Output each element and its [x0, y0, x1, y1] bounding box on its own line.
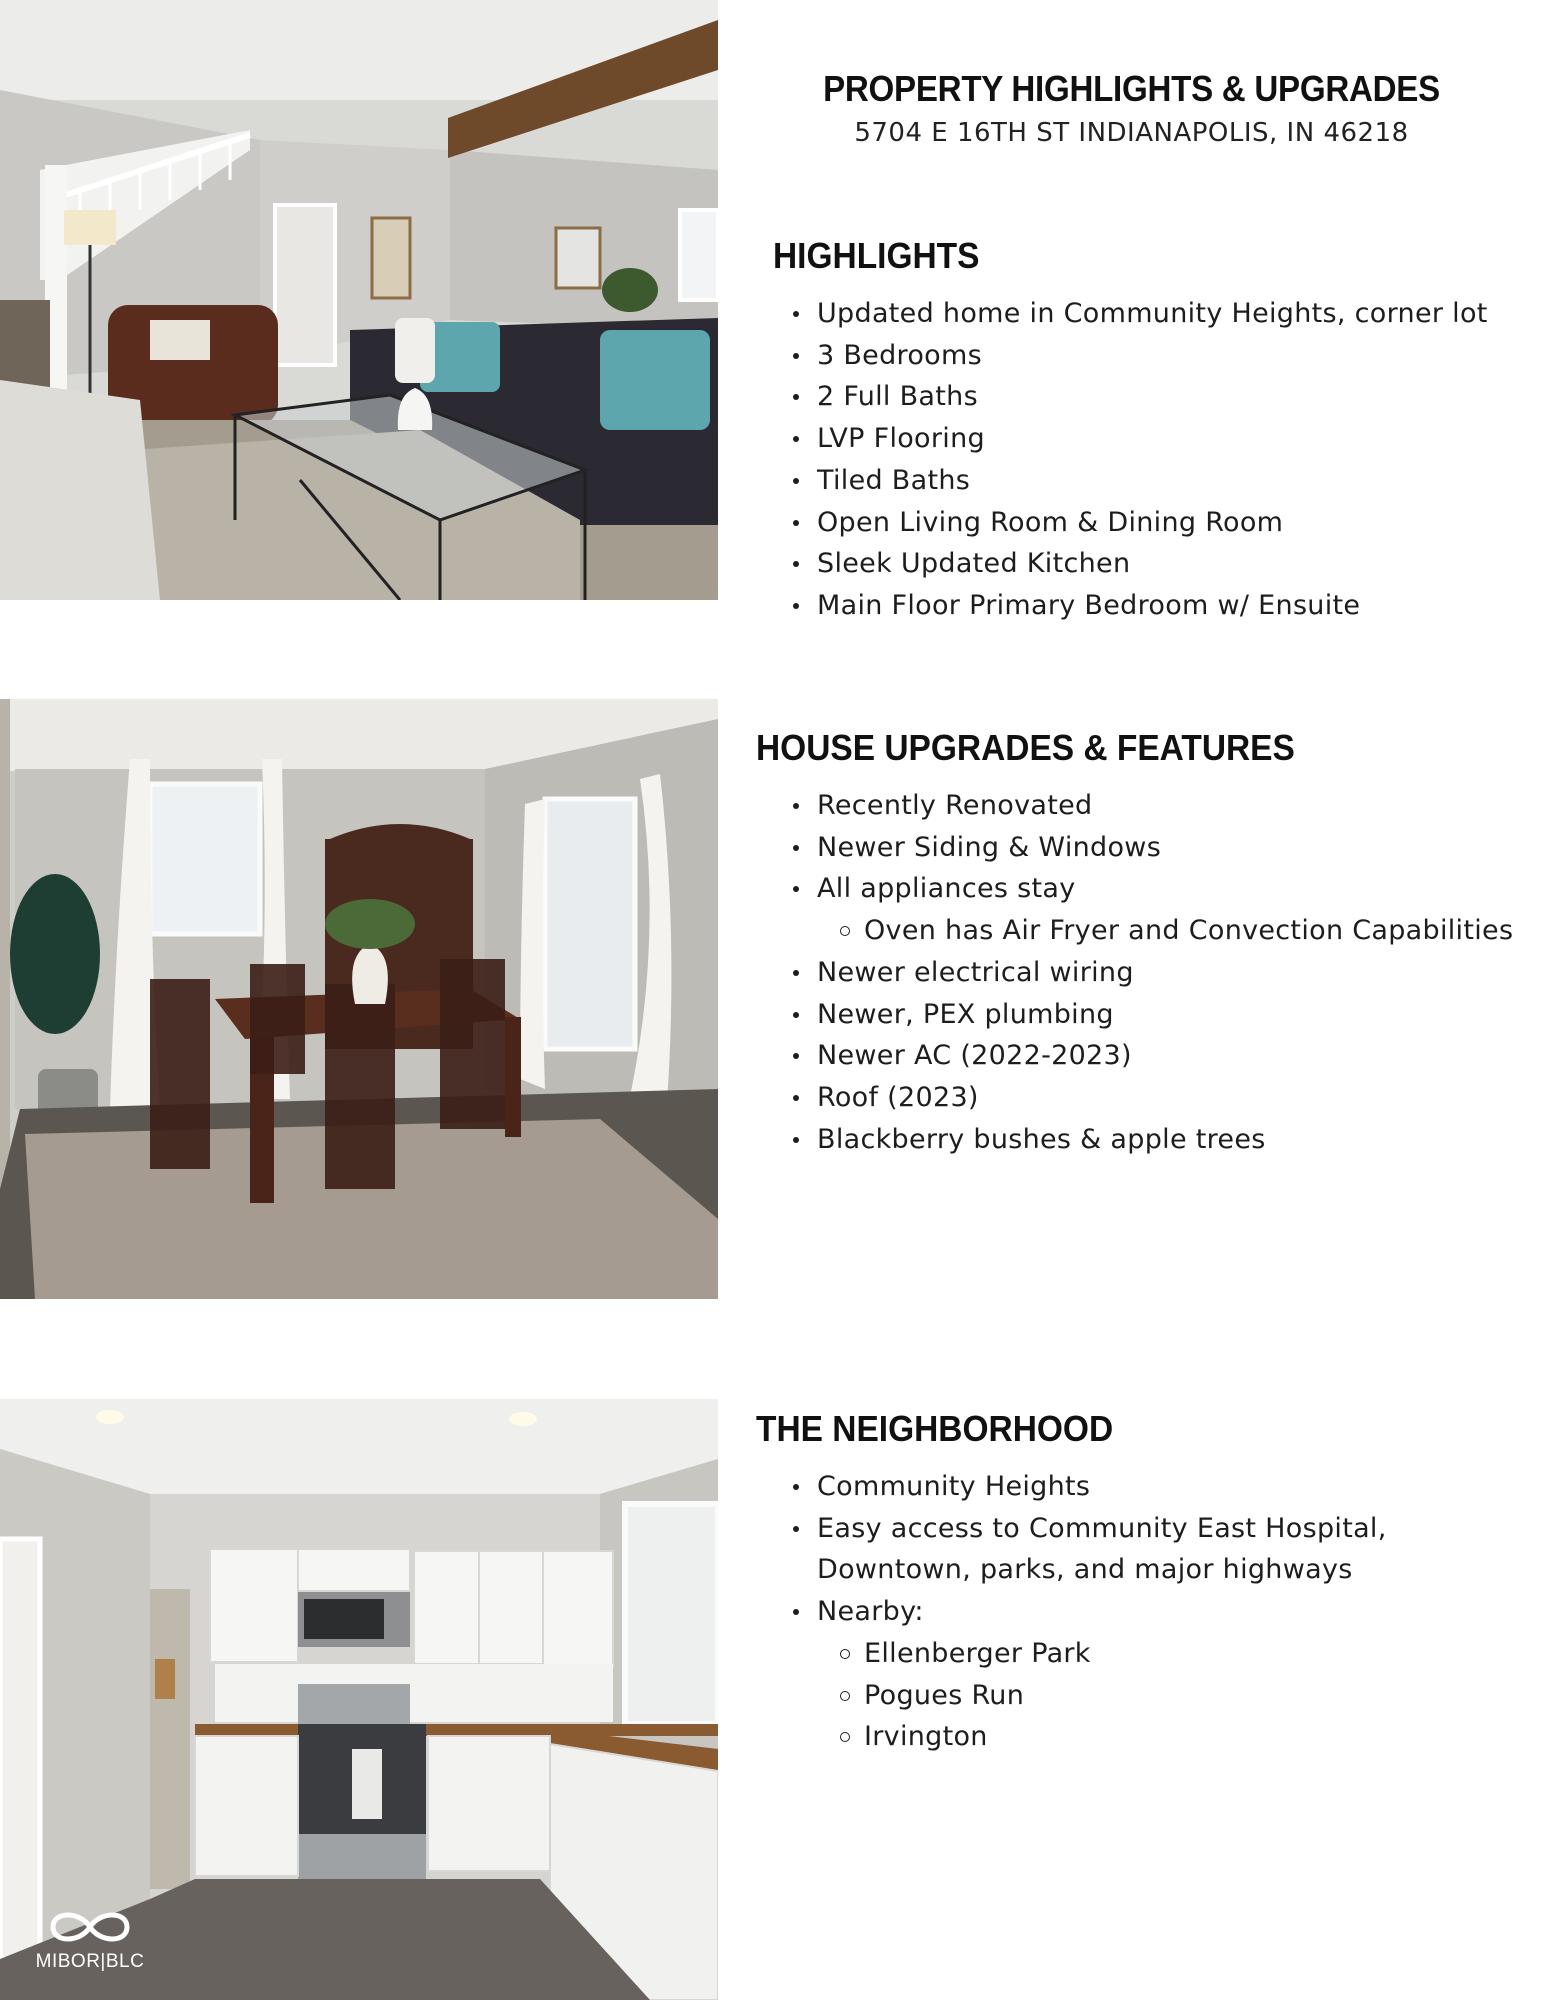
neighborhood-section	[756, 1408, 1536, 1758]
list-item: Open Living Room & Dining Room	[817, 502, 1533, 544]
mibor-logo	[30, 1905, 150, 1973]
list-item: Tiled Baths	[817, 460, 1533, 502]
list-item: Newer AC (2022-2023)	[817, 1035, 1536, 1077]
dining-room-photo	[0, 699, 718, 1299]
upgrades-heading: HOUSE UPGRADES & FEATURES	[756, 727, 1295, 768]
list-item: Community Heights	[817, 1466, 1536, 1508]
list-item: Roof (2023)	[817, 1077, 1536, 1119]
list-item: Blackberry bushes & apple trees	[817, 1119, 1536, 1161]
highlights-list	[773, 293, 1533, 627]
logo-text: MIBOR|BLC	[35, 1951, 145, 1972]
list-item: Sleek Updated Kitchen	[817, 543, 1533, 585]
sub-list-item: Pogues Run	[817, 1675, 1536, 1717]
sub-list-item: Ellenberger Park	[817, 1633, 1536, 1675]
list-item: 2 Full Baths	[817, 376, 1533, 418]
list-item: Nearby:	[817, 1591, 1536, 1633]
list-item: Newer, PEX plumbing	[817, 994, 1536, 1036]
upgrades-section	[756, 727, 1536, 1160]
neighborhood-list	[756, 1466, 1536, 1758]
list-item: Newer Siding & Windows	[817, 827, 1536, 869]
sub-list-item: Oven has Air Fryer and Convection Capabilities	[817, 910, 1536, 952]
page-title: PROPERTY HIGHLIGHTS & UPGRADES	[823, 68, 1440, 109]
list-item: LVP Flooring	[817, 418, 1533, 460]
property-address: 5704 E 16TH ST INDIANAPOLIS, IN 46218	[854, 118, 1409, 148]
living-room-photo	[0, 0, 718, 600]
list-item: Recently Renovated	[817, 785, 1536, 827]
upgrades-list	[756, 785, 1536, 1160]
neighborhood-heading: THE NEIGHBORHOOD	[756, 1408, 1114, 1449]
sub-list-item: Irvington	[817, 1716, 1536, 1758]
list-item: Newer electrical wiring	[817, 952, 1536, 994]
highlights-heading: HIGHLIGHTS	[773, 235, 980, 276]
list-item: Updated home in Community Heights, corner lot	[817, 293, 1533, 335]
page-header	[718, 68, 1545, 148]
list-item: Main Floor Primary Bedroom w/ Ensuite	[817, 585, 1533, 627]
list-item: Easy access to Community East Hospital, Downtown, parks, and major highways	[817, 1508, 1536, 1591]
list-item: 3 Bedrooms	[817, 335, 1533, 377]
highlights-section	[773, 235, 1533, 627]
infinity-icon	[45, 1905, 135, 1949]
list-item: All appliances stay	[817, 868, 1536, 910]
